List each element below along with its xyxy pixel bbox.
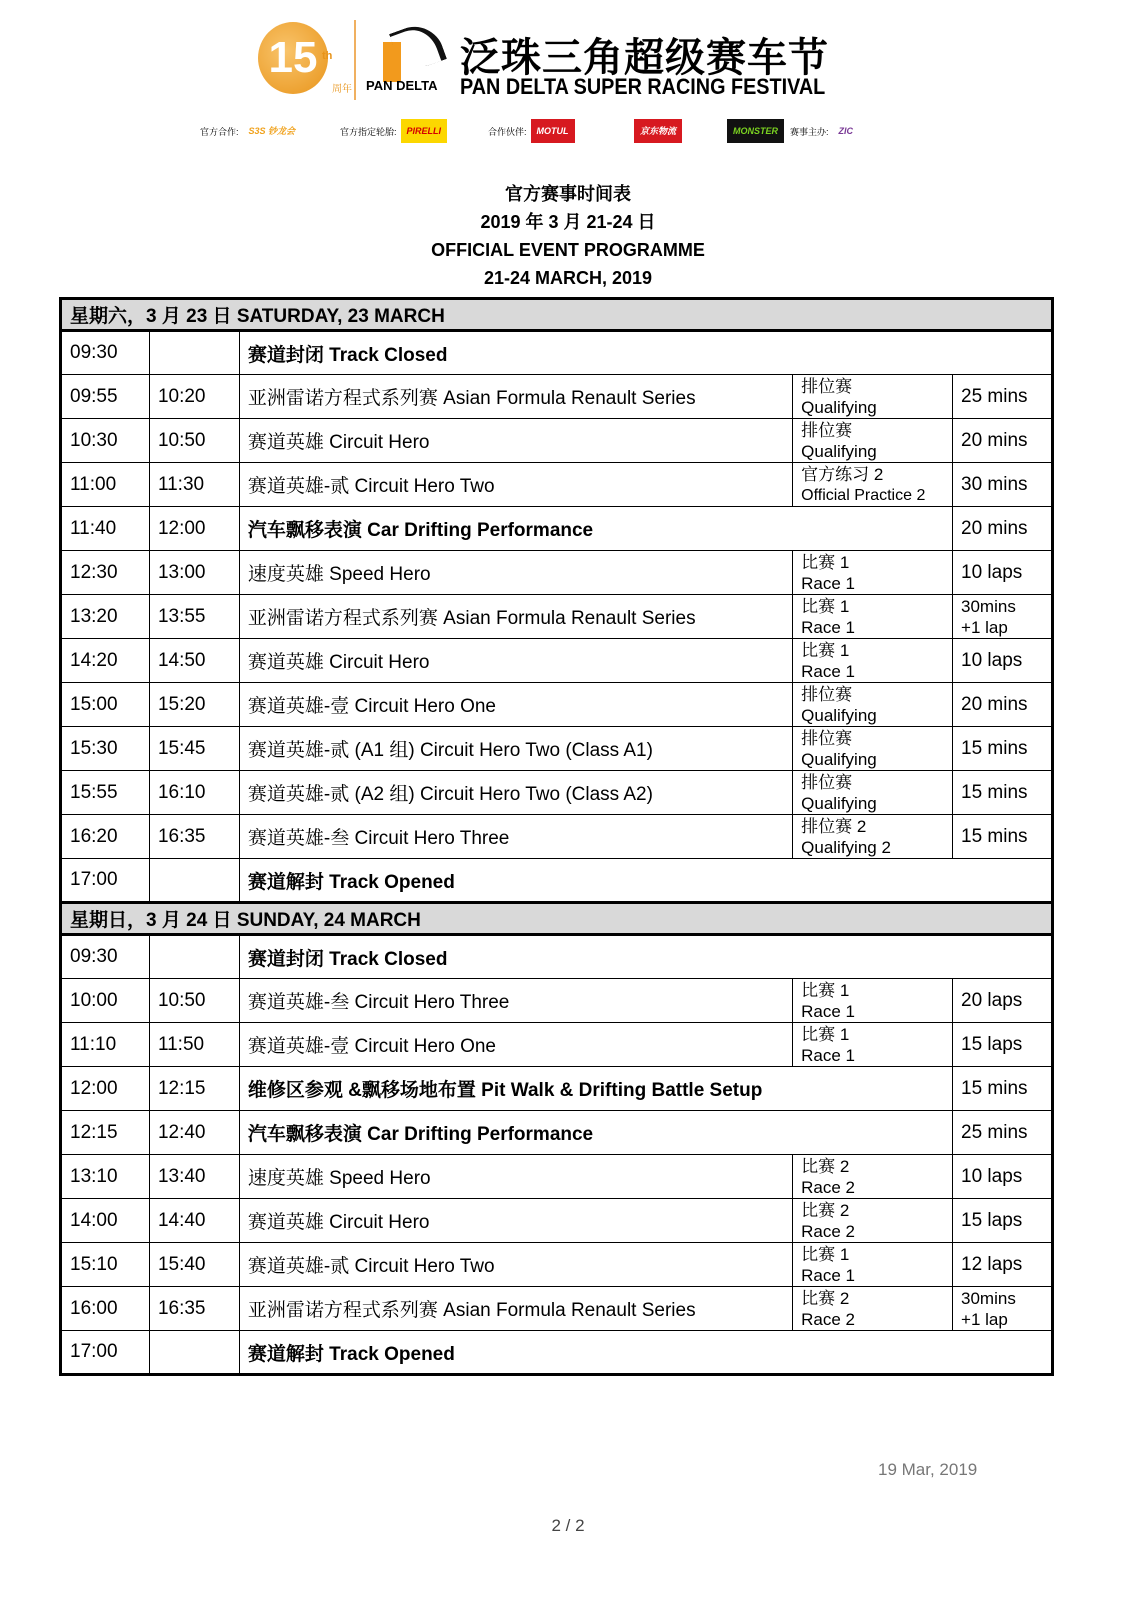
table-row — [61, 331, 1053, 375]
duration-line: +1 lap — [961, 1309, 1008, 1329]
table-row — [61, 935, 1053, 979]
session-type — [793, 727, 953, 771]
duration-line: 20 mins — [961, 429, 1028, 451]
session-type-line: 排位赛 — [801, 684, 853, 704]
sponsor-logo: MONSTER — [727, 119, 784, 143]
session-type-line: 排位赛 — [801, 420, 853, 440]
start-time: 11:00 — [61, 463, 150, 507]
end-time — [149, 859, 239, 903]
day-header-row — [61, 903, 1053, 935]
session-type-line: Qualifying — [801, 441, 877, 461]
event-name: 赛道封闭 Track Closed — [239, 331, 1052, 375]
event-name: 赛道英雄-叁 Circuit Hero Three — [239, 815, 792, 859]
table-row — [61, 595, 1053, 639]
session-type-line: Race 1 — [801, 617, 856, 637]
table-row — [61, 551, 1053, 595]
session-type-line: 比赛 1 — [801, 596, 850, 616]
end-time: 16:10 — [149, 771, 239, 815]
start-time: 17:00 — [61, 859, 150, 903]
session-type-line: Qualifying 2 — [801, 837, 891, 857]
table-row — [61, 1111, 1053, 1155]
end-time: 16:35 — [149, 1287, 239, 1331]
end-time — [149, 935, 239, 979]
event-name: 维修区参观 &飘移场地布置 Pit Walk & Drifting Battle Setup — [239, 1067, 952, 1111]
sponsor-label: 赛事主办: — [790, 126, 829, 137]
duration — [953, 1111, 1053, 1155]
end-time: 15:20 — [149, 683, 239, 727]
session-type — [793, 1287, 953, 1331]
session-type — [793, 979, 953, 1023]
table-row — [61, 859, 1053, 903]
duration-line: 12 laps — [961, 1253, 1023, 1275]
event-name: 赛道英雄 Circuit Hero — [239, 639, 792, 683]
session-type-line: 排位赛 — [801, 772, 853, 792]
start-time: 14:00 — [61, 1199, 150, 1243]
duration — [953, 1287, 1053, 1331]
session-type-line: Qualifying — [801, 749, 877, 769]
duration — [953, 1199, 1053, 1243]
start-time: 15:30 — [61, 727, 150, 771]
table-row — [61, 375, 1053, 419]
sponsor-item — [488, 118, 575, 144]
sponsor-item — [723, 118, 784, 144]
document-date: 19 Mar, 2019 — [878, 1460, 978, 1479]
15th-anniversary-logo: 15 th — [258, 22, 328, 94]
session-type — [793, 1155, 953, 1199]
day-header-row — [61, 299, 1053, 331]
event-name: 速度英雄 Speed Hero — [239, 1155, 792, 1199]
session-type-line: 比赛 2 — [801, 1288, 850, 1308]
table-row — [61, 639, 1053, 683]
heading-zh-title: 官方赛事时间表 — [505, 184, 631, 204]
end-time: 13:00 — [149, 551, 239, 595]
end-time: 14:40 — [149, 1199, 239, 1243]
session-type-line: 比赛 1 — [801, 552, 850, 572]
sponsor-item — [790, 118, 859, 144]
start-time: 11:10 — [61, 1023, 150, 1067]
sponsor-item — [200, 118, 301, 144]
duration-line: +1 lap — [961, 617, 1008, 637]
duration — [953, 815, 1053, 859]
end-time: 13:40 — [149, 1155, 239, 1199]
duration-line: 15 laps — [961, 1209, 1023, 1231]
session-type-line: 比赛 1 — [801, 1024, 850, 1044]
session-type — [793, 771, 953, 815]
heading-en-date: 21-24 MARCH, 2019 — [483, 268, 653, 288]
duration — [953, 375, 1053, 419]
anniversary-label: 周年 — [332, 84, 352, 95]
heading-zh-date: 2019 年 3 月 21-24 日 — [480, 212, 656, 232]
duration-line: 30mins — [961, 596, 1016, 616]
event-name: 赛道英雄 Circuit Hero — [239, 1199, 792, 1243]
start-time: 11:40 — [61, 507, 150, 551]
start-time: 12:00 — [61, 1067, 150, 1111]
table-row — [61, 1067, 1053, 1111]
end-time: 16:35 — [149, 815, 239, 859]
session-type-line: Race 2 — [801, 1221, 856, 1241]
pan-delta-logo-text: PAN DELTA — [366, 78, 438, 93]
start-time: 09:30 — [61, 331, 150, 375]
start-time: 09:55 — [61, 375, 150, 419]
sponsor-label: 官方指定轮胎: — [340, 126, 397, 137]
sponsor-label: 合作伙伴: — [488, 126, 527, 137]
event-name: 赛道英雄-贰 (A1 组) Circuit Hero Two (Class A1) — [239, 727, 792, 771]
sponsor-logo: PIRELLI — [401, 119, 448, 143]
start-time: 10:00 — [61, 979, 150, 1023]
duration-line: 15 mins — [961, 737, 1028, 759]
duration — [953, 683, 1053, 727]
session-type-line: 比赛 1 — [801, 1244, 850, 1264]
duration — [953, 595, 1053, 639]
duration — [953, 419, 1053, 463]
duration — [953, 1243, 1053, 1287]
session-type — [793, 1243, 953, 1287]
end-time: 10:50 — [149, 419, 239, 463]
start-time: 16:20 — [61, 815, 150, 859]
duration-line: 20 laps — [961, 989, 1023, 1011]
schedule-table — [59, 297, 1054, 1376]
duration-line: 15 mins — [961, 781, 1028, 803]
duration-line: 15 laps — [961, 1033, 1023, 1055]
table-row — [61, 507, 1053, 551]
start-time: 17:00 — [61, 1331, 150, 1375]
duration — [953, 979, 1053, 1023]
festival-title-en: PAN DELTA SUPER RACING FESTIVAL — [460, 74, 826, 99]
duration-line: 10 laps — [961, 1165, 1023, 1187]
table-row — [61, 1243, 1053, 1287]
table-row — [61, 771, 1053, 815]
duration-line: 15 mins — [961, 1077, 1028, 1099]
end-time: 10:20 — [149, 375, 239, 419]
table-row — [61, 979, 1053, 1023]
session-type — [793, 639, 953, 683]
table-row — [61, 1331, 1053, 1375]
start-time: 14:20 — [61, 639, 150, 683]
session-type-line: 比赛 2 — [801, 1156, 850, 1176]
start-time: 15:00 — [61, 683, 150, 727]
session-type-line: Official Practice 2 — [801, 486, 926, 504]
session-type — [793, 595, 953, 639]
session-type-line: 排位赛 — [801, 376, 853, 396]
sponsor-logo: MOTUL — [531, 119, 575, 143]
duration — [953, 1067, 1053, 1111]
event-name: 亚洲雷诺方程式系列赛 Asian Formula Renault Series — [239, 375, 792, 419]
event-name: 亚洲雷诺方程式系列赛 Asian Formula Renault Series — [239, 1287, 792, 1331]
session-type-line: Race 2 — [801, 1309, 856, 1329]
duration — [953, 551, 1053, 595]
sponsor-item — [340, 118, 447, 144]
duration — [953, 507, 1053, 551]
event-name: 赛道解封 Track Opened — [239, 1331, 1052, 1375]
end-time: 15:45 — [149, 727, 239, 771]
event-name: 赛道封闭 Track Closed — [239, 935, 1052, 979]
duration — [953, 727, 1053, 771]
session-type — [793, 683, 953, 727]
festival-title-zh: 泛珠三角超级赛车节 — [460, 35, 829, 81]
start-time: 09:30 — [61, 935, 150, 979]
start-time: 12:30 — [61, 551, 150, 595]
duration — [953, 639, 1053, 683]
duration-line: 30 mins — [961, 473, 1028, 495]
end-time: 13:55 — [149, 595, 239, 639]
end-time: 12:40 — [149, 1111, 239, 1155]
sponsor-logo: 京东物流 — [634, 119, 682, 143]
end-time: 10:50 — [149, 979, 239, 1023]
table-row — [61, 1287, 1053, 1331]
session-type-line: 比赛 1 — [801, 980, 850, 1000]
table-row — [61, 683, 1053, 727]
duration-line: 25 mins — [961, 385, 1028, 407]
event-name: 速度英雄 Speed Hero — [239, 551, 792, 595]
start-time: 15:10 — [61, 1243, 150, 1287]
duration — [953, 1023, 1053, 1067]
divider — [354, 20, 356, 100]
end-time — [149, 1331, 239, 1375]
duration-line: 25 mins — [961, 1121, 1028, 1143]
session-type-line: 比赛 1 — [801, 640, 850, 660]
end-time: 14:50 — [149, 639, 239, 683]
duration-line: 10 laps — [961, 561, 1023, 583]
session-type-line: Race 1 — [801, 1045, 856, 1065]
session-type — [793, 375, 953, 419]
sponsor-label: 官方合作: — [200, 126, 239, 137]
start-time: 16:00 — [61, 1287, 150, 1331]
day-header: 星期日，3 月 24 日 SUNDAY, 24 MARCH — [61, 903, 1053, 935]
event-name: 赛道英雄-壹 Circuit Hero One — [239, 683, 792, 727]
start-time: 13:20 — [61, 595, 150, 639]
table-row — [61, 463, 1053, 507]
page-number: 2 / 2 — [551, 1516, 585, 1535]
session-type-line: Race 2 — [801, 1177, 856, 1197]
day-header: 星期六，3 月 23 日 SATURDAY, 23 MARCH — [61, 299, 1053, 331]
duration — [953, 771, 1053, 815]
session-type — [793, 551, 953, 595]
duration-line: 15 mins — [961, 825, 1028, 847]
duration-line: 10 laps — [961, 649, 1023, 671]
session-type-line: 比赛 2 — [801, 1200, 850, 1220]
event-name: 汽车飘移表演 Car Drifting Performance — [239, 1111, 952, 1155]
end-time: 11:30 — [149, 463, 239, 507]
end-time — [149, 331, 239, 375]
event-name: 亚洲雷诺方程式系列赛 Asian Formula Renault Series — [239, 595, 792, 639]
event-name: 赛道英雄 Circuit Hero — [239, 419, 792, 463]
start-time: 13:10 — [61, 1155, 150, 1199]
session-type — [793, 419, 953, 463]
duration — [953, 1155, 1053, 1199]
duration-line: 30mins — [961, 1288, 1016, 1308]
sponsor-logo: ZIC — [833, 119, 860, 143]
session-type-line: Qualifying — [801, 705, 877, 725]
sponsor-item — [630, 118, 682, 144]
session-type — [793, 463, 953, 507]
session-type-line: 官方练习 2 — [801, 464, 884, 484]
sponsor-logo: S3S 钞龙会 — [243, 119, 302, 143]
session-type-line: Race 1 — [801, 1265, 856, 1285]
table-row — [61, 1199, 1053, 1243]
event-name: 赛道英雄-叁 Circuit Hero Three — [239, 979, 792, 1023]
event-name: 汽车飘移表演 Car Drifting Performance — [239, 507, 952, 551]
event-name: 赛道英雄-壹 Circuit Hero One — [239, 1023, 792, 1067]
table-row — [61, 815, 1053, 859]
session-type-line: 排位赛 2 — [801, 816, 867, 836]
session-type-line: Qualifying — [801, 397, 877, 417]
event-name: 赛道英雄-贰 (A2 组) Circuit Hero Two (Class A2) — [239, 771, 792, 815]
event-name: 赛道英雄-贰 Circuit Hero Two — [239, 1243, 792, 1287]
start-time: 12:15 — [61, 1111, 150, 1155]
session-type-line: Race 1 — [801, 573, 856, 593]
end-time: 15:40 — [149, 1243, 239, 1287]
start-time: 15:55 — [61, 771, 150, 815]
end-time: 11:50 — [149, 1023, 239, 1067]
session-type-line: 排位赛 — [801, 728, 853, 748]
table-row — [61, 1155, 1053, 1199]
end-time: 12:00 — [149, 507, 239, 551]
table-row — [61, 419, 1053, 463]
duration-line: 20 mins — [961, 517, 1028, 539]
session-type-line: Qualifying — [801, 793, 877, 813]
table-row — [61, 727, 1053, 771]
duration-line: 20 mins — [961, 693, 1028, 715]
heading-en-title: OFFICIAL EVENT PROGRAMME — [431, 240, 705, 260]
event-name: 赛道解封 Track Opened — [239, 859, 1052, 903]
session-type — [793, 1199, 953, 1243]
session-type — [793, 1023, 953, 1067]
start-time: 10:30 — [61, 419, 150, 463]
event-name: 赛道英雄-贰 Circuit Hero Two — [239, 463, 792, 507]
end-time: 12:15 — [149, 1067, 239, 1111]
session-type — [793, 815, 953, 859]
table-row — [61, 1023, 1053, 1067]
session-type-line: Race 1 — [801, 661, 856, 681]
programme-heading — [0, 180, 1136, 292]
duration — [953, 463, 1053, 507]
session-type-line: Race 1 — [801, 1001, 856, 1021]
